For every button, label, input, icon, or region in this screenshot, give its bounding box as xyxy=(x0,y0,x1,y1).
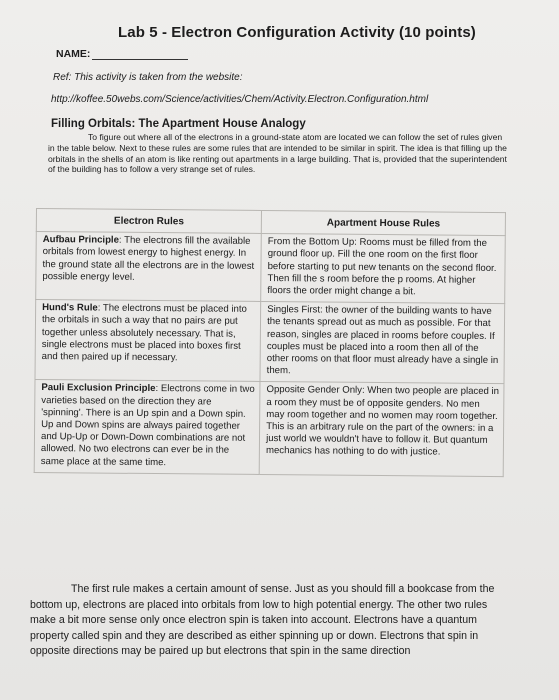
rule-text: : Electrons come in two varieties based on the direction they are 'spinning'. There is an Up spin and a Down spin. Up and Down spins are always paired together and Up-Up or Down-Down combinations are not allowed. No two electrons can ever be in the same place at the same time. xyxy=(40,383,255,468)
rule-term: Hund's Rule xyxy=(42,302,98,314)
rule-term: Aufbau Principle xyxy=(42,234,120,246)
rule-term: Pauli Exclusion Principle xyxy=(41,382,156,395)
table-row xyxy=(35,300,505,384)
reference-url: http://koffee.50webs.com/Science/activities/Chem/Activity.Electron.Configuration.html xyxy=(51,94,429,105)
header-apartment-rules: Apartment House Rules xyxy=(261,210,505,235)
name-blank-line xyxy=(92,49,188,60)
rules-table xyxy=(34,208,506,477)
name-field xyxy=(56,48,188,60)
reference-note: Ref: This activity is taken from the website: xyxy=(53,72,243,83)
name-label: NAME: xyxy=(56,48,91,60)
electron-rule-cell xyxy=(36,232,262,302)
electron-rule-cell xyxy=(35,300,261,382)
table-row xyxy=(36,232,506,304)
body-paragraph: The first rule makes a certain amount of sense. Just as you should fill a bookcase from the bottom up, electrons are placed into orbitals from low to high potential energy. The other two rules make a bit more sense only once electron spin is taken into account. Electrons have a quantum property called spin and they are described as either spinning up or down. Electrons that spin in opposite directions may be paired up but electrons that spin in the same direction xyxy=(30,583,495,658)
electron-rule-cell xyxy=(34,380,260,474)
header-electron-rules: Electron Rules xyxy=(36,209,261,234)
rule-text: : The electrons must be placed into the orbitals in such a way that no pairs are put together unless absolutely necessary. That is, single electrons must be placed into boxes first and then paired up if necessary. xyxy=(41,302,247,364)
apartment-rule-cell: Opposite Gender Only: When two people are placed in a room they must be of opposite genders. No men may room together and no women may room together. This is an arbitrary rule on the part of the owners: in a just world we wouldn't have to follow it. But quantum mechanics has nothing to do with justice. xyxy=(259,382,504,477)
section-heading: Filling Orbitals: The Apartment House Analogy xyxy=(51,118,306,130)
apartment-rule-cell: From the Bottom Up: Rooms must be filled from the ground floor up. Fill the one room on the first floor before starting to put new tenants on the second floor. Then fill the s room before the p rooms. At higher floors the order might change a bit. xyxy=(261,234,505,304)
table-row xyxy=(34,380,504,477)
intro-paragraph: To figure out where all of the electrons in a ground-state atom are located we can follow the set of rules given in the table below. Next to these rules are some rules that are intended to be similar in spirit. The idea is that filling up the orbitals in the shells of an atom is like renting out apartments in a large building. That is, provided that the superintendent of the building has to follow a very strange set of rules. xyxy=(48,132,507,175)
page-title: Lab 5 - Electron Configuration Activity (10 points) xyxy=(118,24,476,41)
rule-text: : The electrons fill the available orbitals from lowest energy to highest energy. In the ground state all the electrons are in the lowest possible energy level. xyxy=(42,234,255,283)
apartment-rule-cell: Singles First: the owner of the building wants to have the tenants spread out as much as possible. For that reason, singles are placed in rooms before couples. If couples must be placed into a room then all of the other rooms on that floor must already have a single in them. xyxy=(260,302,505,384)
